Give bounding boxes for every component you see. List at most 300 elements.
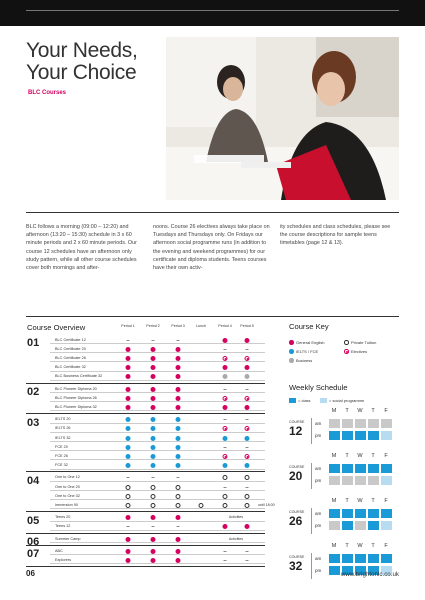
session-dot-pink [176,374,181,379]
course-name: Explorers [55,557,72,562]
session-dot-pinkring [223,396,228,401]
period-cell [151,417,156,422]
top-bar-rule [26,10,399,11]
schedule-slot-pm [329,566,340,575]
period-cell [176,558,181,563]
key-swatch-pink [289,340,294,345]
day-label: F [384,498,388,504]
no-session-dash [152,477,155,478]
period-cell [223,445,228,450]
pm-label: pm [315,568,322,573]
pm-label: pm [315,523,322,528]
no-session-dash [246,419,249,420]
session-dot-pink [126,356,131,361]
course-row [50,483,265,491]
no-session-dash [127,526,130,527]
session-dot-pink [176,365,181,370]
no-session-dash [224,560,227,561]
period-cell [223,426,228,431]
key-swatch-grey [289,358,294,363]
schedule-slot-pm [355,431,366,440]
day-label: F [384,453,388,459]
page-title [26,40,138,84]
course-name: FCE 20 [55,444,68,449]
course-row [50,373,265,381]
session-dot-pinkring [245,454,250,459]
schedule-slot-am [355,509,366,518]
period-cell [151,426,156,431]
page-number: 06 [26,569,35,578]
group-divider [26,511,265,512]
course-name: Immersion 90 [55,502,79,507]
session-dot-pink [151,374,156,379]
day-label: W [357,498,363,504]
period-cell [151,537,156,542]
no-session-dash [246,487,249,488]
day-label: T [371,408,375,414]
period-cell [245,426,250,431]
period-cell [126,396,131,401]
period-cell [245,503,250,508]
no-session-dash [177,526,180,527]
schedule-slot-pm [368,431,379,440]
no-session-dash [246,389,249,390]
course-row [50,403,265,411]
period-cell [176,417,181,422]
course-row [50,474,265,482]
session-dot-blue [176,463,181,468]
schedule-slot-am [368,464,379,473]
course-name: IELTS 20 [55,417,71,422]
session-dot-blue [176,445,181,450]
period-cell [126,374,131,379]
no-session-dash [224,349,227,350]
session-dot-grey [245,374,250,379]
schedule-slot-pm [355,476,366,485]
schedule-slot-am [342,419,353,428]
session-dot-ring [176,485,181,490]
period-cell [245,494,250,499]
period-cell [245,475,250,480]
period-cell [151,463,156,468]
session-dot-pink [126,387,131,392]
key-label: Electives [351,349,368,354]
key-swatch-blue [289,349,294,354]
am-label: am [315,466,322,471]
session-dot-pink [126,396,131,401]
course-row [50,345,265,353]
schedule-slot-pm [368,476,379,485]
page-title-line-2: Your Choice [26,61,137,84]
course-number: 32 [289,559,303,573]
session-dot-ring [126,494,131,499]
schedule-slot-pm [329,476,340,485]
group-number: 06 [27,536,40,548]
website-url[interactable]: www.brightonlc.co.uk [340,571,399,578]
session-dot-pink [151,537,156,542]
no-session-dash [246,551,249,552]
period-cell [176,463,181,468]
period-cell [151,503,156,508]
session-dot-pink [126,558,131,563]
schedule-slot-pm [381,476,392,485]
period-cell [223,387,228,392]
session-dot-pink [176,356,181,361]
pm-label: pm [315,478,322,483]
session-dot-pink [245,405,250,410]
period-cell [223,485,228,490]
course-row [50,535,265,543]
period-cell [223,417,228,422]
course-name: Summer Camp [55,536,81,541]
session-dot-pink [126,374,131,379]
session-dot-pinkring [223,454,228,459]
schedule-slot-am [329,464,340,473]
period-cell [151,396,156,401]
no-session-dash [177,340,180,341]
period-cell [223,475,228,480]
period-cell [223,396,228,401]
session-dot-ring [126,485,131,490]
session-dot-ring [245,475,250,480]
period-cell [176,365,181,370]
session-dot-pink [176,537,181,542]
period-cell [176,524,181,529]
period-cell [126,417,131,422]
course-name: One to One 32 [55,493,80,498]
group-number: 03 [27,416,40,429]
course-name: IELTS 26 [55,426,71,431]
day-label: M [331,408,337,414]
session-dot-blue [151,436,156,441]
period-cell [126,503,131,508]
session-dot-pink [223,524,228,529]
period-cell [176,503,181,508]
no-session-dash [246,560,249,561]
no-session-dash [152,526,155,527]
period-cell [151,485,156,490]
period-cell [245,485,250,490]
schedule-slot-am [342,509,353,518]
key-label: Business [296,358,313,363]
day-label: T [345,543,349,549]
schedule-divider [311,463,312,489]
period-cell [126,537,131,542]
period-cell [126,485,131,490]
session-dot-blue [151,454,156,459]
students-photo-illustration [166,37,399,200]
session-dot-pink [126,549,131,554]
session-dot-pinkring [223,426,228,431]
period-cell [151,549,156,554]
session-dot-ring [126,503,131,508]
session-dot-pink [223,365,228,370]
period-cell [151,387,156,392]
period-cell [245,436,250,441]
period-header: Period 3 [171,324,185,328]
period-cell [151,515,156,520]
session-dot-blue [151,445,156,450]
period-cell [245,454,250,459]
period-cell [151,475,156,480]
period-cell [126,445,131,450]
period-cell [245,365,250,370]
period-cell [176,338,181,343]
period-cell [176,387,181,392]
course-name: One to One 12 [55,475,80,480]
schedule-slot-am [368,419,379,428]
section-rule [26,316,399,317]
period-cell [199,503,204,508]
period-cell [223,549,228,554]
session-dot-ring [223,494,228,499]
period-cell [223,454,228,459]
period-cell [245,338,250,343]
session-dot-pink [176,549,181,554]
session-dot-pink [151,387,156,392]
session-dot-blue [176,454,181,459]
session-dot-blue [126,426,131,431]
period-cell [126,405,131,410]
session-dot-pink [176,387,181,392]
course-name: BLC Business Certificate 32 [55,374,103,379]
period-cell [176,347,181,352]
day-label: W [357,408,363,414]
course-row [50,492,265,500]
course-name: BLC Pioneer Diploma 32 [55,404,97,409]
course-name: Teens 20 [55,515,71,520]
session-dot-pink [126,365,131,370]
period-cell [151,494,156,499]
schedule-slot-pm [342,476,353,485]
session-dot-pinkring [245,426,250,431]
session-dot-pinkring [223,356,228,361]
extra-note: until 18:00 [258,502,275,507]
schedule-course [289,498,399,546]
period-cell [223,374,228,379]
group-divider [26,566,265,567]
period-cell [223,463,228,468]
session-dot-blue [126,463,131,468]
period-cell [223,338,228,343]
schedule-slot-am [368,554,379,563]
period-cell [223,503,228,508]
period-cell [223,558,228,563]
period-cell [223,347,228,352]
schedule-slot-am [342,554,353,563]
key-label: General English [296,340,325,345]
period-cell [223,356,228,361]
am-label: am [315,556,322,561]
course-row [50,354,265,362]
session-dot-pinkring [245,396,250,401]
course-name: BLC Pioneer Diploma 20 [55,386,97,391]
legend-social-label: = social programme [329,398,365,403]
day-label: M [331,453,337,459]
schedule-slot-am [381,464,392,473]
course-name: FCE 26 [55,453,68,458]
period-cell [151,405,156,410]
group-divider [26,533,265,534]
course-name: BLC Certificate 20 [55,346,86,351]
day-label: T [345,408,349,414]
period-cell [176,396,181,401]
session-dot-pink [151,515,156,520]
group-divider [26,471,265,472]
period-cell [245,387,250,392]
session-dot-pink [176,515,181,520]
no-session-dash [224,551,227,552]
group-divider [26,413,265,414]
day-label: F [384,543,388,549]
session-dot-blue [126,436,131,441]
period-cell [245,405,250,410]
course-row [50,364,265,372]
course-label: COURSE [289,510,305,514]
key-swatch-pinkring [344,349,349,354]
session-dot-grey [223,374,228,379]
schedule-slot-am [355,464,366,473]
day-label: W [357,543,363,549]
session-dot-ring [176,494,181,499]
schedule-slot-pm [342,431,353,440]
period-cell [245,524,250,529]
period-cell [176,549,181,554]
period-cell [176,494,181,499]
course-number: 20 [289,469,303,483]
session-dot-pink [176,405,181,410]
session-dot-blue [126,417,131,422]
schedule-slot-pm [381,521,392,530]
day-label: W [357,453,363,459]
period-cell [176,356,181,361]
session-dot-pinkring [245,356,250,361]
session-dot-ring [151,503,156,508]
course-key-item [344,339,414,347]
weekly-schedule-title: Weekly Schedule [289,383,348,392]
page-title-line-1: Your Needs, [26,39,138,62]
course-row [50,501,275,509]
period-header: Period 1 [121,324,135,328]
period-cell [245,558,250,563]
am-label: am [315,511,322,516]
period-header: Period 4 [218,324,232,328]
session-dot-pink [151,396,156,401]
session-dot-ring [199,503,204,508]
period-cell [176,475,181,480]
session-dot-pink [245,365,250,370]
period-cell [245,549,250,554]
course-name: IELTS 32 [55,435,71,440]
session-dot-pink [126,347,131,352]
schedule-course [289,453,399,501]
period-cell [126,387,131,392]
session-dot-pink [245,524,250,529]
period-cell [176,436,181,441]
session-dot-pink [176,347,181,352]
course-row [50,547,265,555]
schedule-slot-am [329,509,340,518]
period-cell [151,445,156,450]
period-cell [126,454,131,459]
period-cell [126,463,131,468]
course-name: BLC Pioneer Diploma 26 [55,395,97,400]
period-cell [126,524,131,529]
course-key-item [289,357,359,365]
period-cell [245,374,250,379]
course-row [50,556,265,564]
course-label: COURSE [289,465,305,469]
page-subtitle: BLC Courses [28,90,67,96]
no-session-dash [152,340,155,341]
course-name: BLC Certificate 26 [55,355,86,360]
period-cell [245,347,250,352]
session-dot-pink [151,405,156,410]
period-cell [126,426,131,431]
no-session-dash [224,389,227,390]
am-label: am [315,421,322,426]
period-cell [126,549,131,554]
day-label: T [345,453,349,459]
session-dot-blue [176,426,181,431]
session-dot-pink [126,537,131,542]
no-session-dash [246,349,249,350]
period-cell [126,365,131,370]
top-bar [0,0,425,26]
course-name: Teens 12 [55,524,71,529]
session-dot-pink [151,365,156,370]
course-row [50,462,265,470]
group-number: 01 [27,337,40,349]
session-dot-pink [126,515,131,520]
course-label: COURSE [289,555,305,559]
period-cell [126,515,131,520]
schedule-slot-am [329,419,340,428]
session-dot-ring [223,475,228,480]
course-name: One to One 20 [55,484,80,489]
group-number: 04 [27,474,40,487]
session-dot-ring [176,503,181,508]
schedule-slot-pm [355,521,366,530]
schedule-divider [311,553,312,579]
period-cell [176,537,181,542]
no-session-dash [224,419,227,420]
course-row [50,336,265,344]
schedule-slot-pm [342,521,353,530]
period-cell [151,524,156,529]
group-divider [26,545,265,546]
course-overview-title: Course Overview [27,323,86,332]
day-label: T [371,543,375,549]
legend-class-swatch [289,398,296,403]
session-dot-blue [126,445,131,450]
session-dot-blue [176,436,181,441]
session-dot-pink [245,338,250,343]
session-dot-blue [151,426,156,431]
period-cell [151,558,156,563]
period-cell [245,463,250,468]
schedule-divider [311,508,312,534]
period-cell [151,365,156,370]
period-cell [176,445,181,450]
students-photo [166,37,399,200]
period-cell [223,436,228,441]
no-session-dash [246,447,249,448]
period-cell [126,494,131,499]
session-dot-ring [245,494,250,499]
period-cell [176,515,181,520]
course-key-title: Course Key [289,322,329,331]
